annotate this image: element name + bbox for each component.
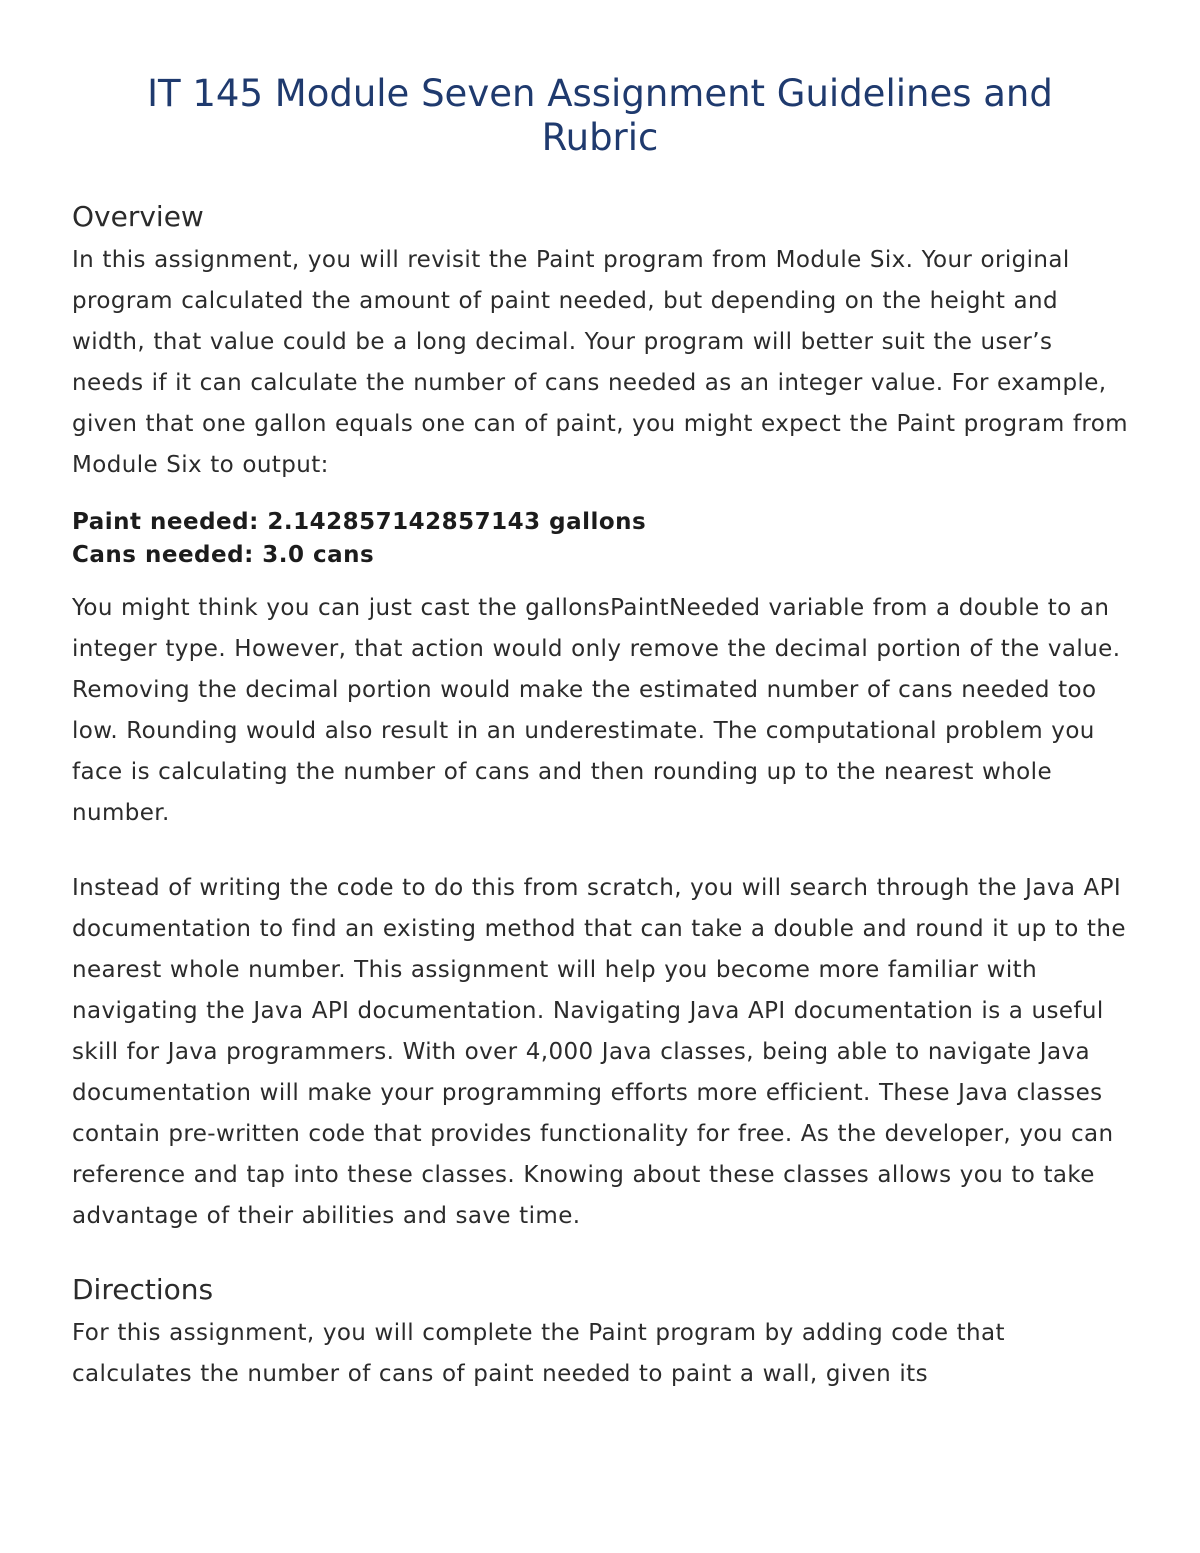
overview-intro-paragraph: In this assignment, you will revisit the Paint program from Module Six. Your original program calculated the amount of paint needed, but depending on the height and width, that value could be a long decimal. Your program will better suit the user’s needs if it can calculate the number of cans needed as an integer value. For example, given that one gallon equals one can of paint, you might expect the Paint program from Module Six to output:	[72, 247, 1128, 478]
directions-paragraph: For this assignment, you will complete the Paint program by adding code that calculates the number of cans of paint needed to paint a wall, given its	[72, 1320, 1005, 1387]
overview-paragraph-java-api: Instead of writing the code to do this from scratch, you will search through the Java API documentation to find an existing method that can take a double and round it up to the nearest whole number. This assignment will help you become more familiar with navigating the Java API documentation. Navigating Java API documentation is a useful skill for Java programmers. With over 4,000 Java classes, being able to navigate Java documentation will make your programming efforts more efficient. These Java classes contain pre-written code that provides functionality for free. As the developer, you can reference and tap into these classes. Knowing about these classes allows you to take advantage of their abilities and save time.	[72, 875, 1126, 1229]
sample-output-paint-needed: Paint needed: 2.142857142857143 gallons	[72, 509, 647, 535]
directions-heading: Directions	[72, 1273, 214, 1306]
document-title: IT 145 Module Seven Assignment Guidelines and Rubric	[147, 72, 1053, 159]
overview-heading: Overview	[72, 200, 204, 233]
overview-paragraph-casting: You might think you can just cast the gallonsPaintNeeded variable from a double to an integer type. However, that action would only remove the decimal portion of the value. Removing the decimal portion would make the estimated number of cans needed too low. Rounding would also result in an underestimate. The computational problem you face is calculating the number of cans and then rounding up to the nearest whole number.	[72, 595, 1121, 826]
sample-output-cans-needed: Cans needed: 3.0 cans	[72, 542, 375, 568]
sample-output-block	[72, 506, 1128, 572]
